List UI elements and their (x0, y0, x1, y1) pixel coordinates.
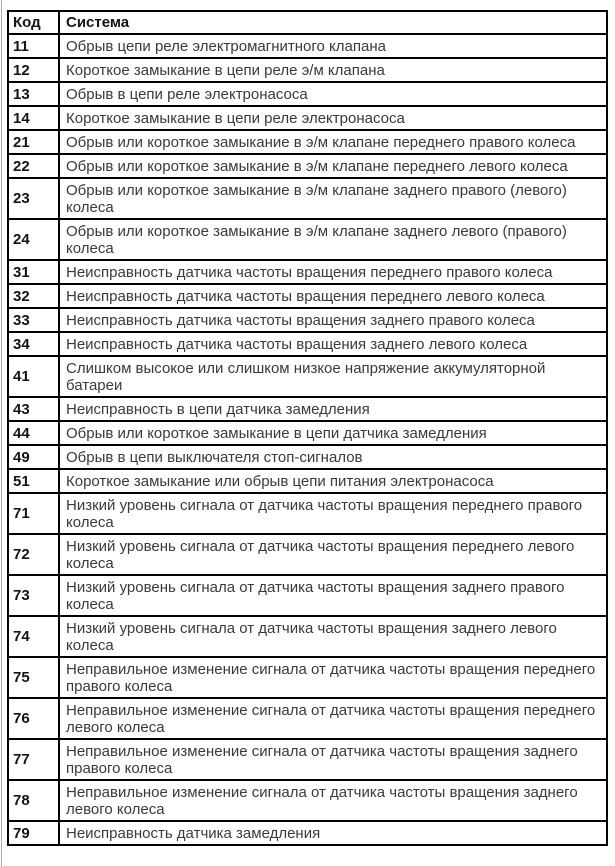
code-cell: 74 (8, 616, 59, 657)
code-cell: 32 (8, 284, 59, 308)
table-row (8, 178, 607, 219)
system-cell: Неисправность датчика частоты вращения заднего правого колеса (59, 308, 607, 332)
code-cell: 75 (8, 657, 59, 698)
table-header (8, 11, 607, 34)
table-row (8, 421, 607, 445)
code-cell: 73 (8, 575, 59, 616)
page-edge-line (1, 0, 2, 866)
code-cell: 14 (8, 106, 59, 130)
system-cell: Низкий уровень сигнала от датчика частоты вращения переднего левого колеса (59, 534, 607, 575)
table-row (8, 469, 607, 493)
code-cell: 71 (8, 493, 59, 534)
table-row (8, 260, 607, 284)
system-cell: Низкий уровень сигнала от датчика частоты вращения переднего правого колеса (59, 493, 607, 534)
table-row (8, 356, 607, 397)
header-row (8, 11, 607, 34)
table-row (8, 154, 607, 178)
table-row (8, 534, 607, 575)
system-cell: Обрыв в цепи выключателя стоп-сигналов (59, 445, 607, 469)
code-cell: 11 (8, 34, 59, 58)
code-cell: 43 (8, 397, 59, 421)
system-cell: Короткое замыкание в цепи реле э/м клапана (59, 58, 607, 82)
system-cell: Неправильное изменение сигнала от датчика частоты вращения заднего правого колеса (59, 739, 607, 780)
code-cell: 77 (8, 739, 59, 780)
system-cell: Низкий уровень сигнала от датчика частоты вращения заднего левого колеса (59, 616, 607, 657)
table-row (8, 657, 607, 698)
code-cell: 79 (8, 821, 59, 845)
table-row (8, 698, 607, 739)
system-cell: Неисправность датчика частоты вращения переднего левого колеса (59, 284, 607, 308)
code-cell: 24 (8, 219, 59, 260)
code-cell: 31 (8, 260, 59, 284)
diagnostic-codes-table (7, 10, 608, 846)
table-row (8, 106, 607, 130)
code-cell: 41 (8, 356, 59, 397)
header-code: Код (8, 11, 59, 34)
code-cell: 49 (8, 445, 59, 469)
header-system: Система (59, 11, 607, 34)
code-cell: 34 (8, 332, 59, 356)
system-cell: Обрыв или короткое замыкание в э/м клапане переднего левого колеса (59, 154, 607, 178)
system-cell: Низкий уровень сигнала от датчика частоты вращения заднего правого колеса (59, 575, 607, 616)
table-row (8, 130, 607, 154)
system-cell: Неисправность датчика частоты вращения заднего левого колеса (59, 332, 607, 356)
table-row (8, 34, 607, 58)
system-cell: Обрыв или короткое замыкание в э/м клапане заднего правого (левого) колеса (59, 178, 607, 219)
code-cell: 44 (8, 421, 59, 445)
system-cell: Слишком высокое или слишком низкое напряжение аккумуляторной батареи (59, 356, 607, 397)
code-cell: 51 (8, 469, 59, 493)
system-cell: Обрыв или короткое замыкание в э/м клапане заднего левого (правого) колеса (59, 219, 607, 260)
table-row (8, 82, 607, 106)
system-cell: Обрыв цепи реле электромагнитного клапана (59, 34, 607, 58)
system-cell: Неисправность в цепи датчика замедления (59, 397, 607, 421)
table-row (8, 284, 607, 308)
code-cell: 21 (8, 130, 59, 154)
code-cell: 76 (8, 698, 59, 739)
system-cell: Неисправность датчика замедления (59, 821, 607, 845)
table-row (8, 739, 607, 780)
table-row (8, 445, 607, 469)
table-row (8, 58, 607, 82)
code-cell: 78 (8, 780, 59, 821)
table-row (8, 780, 607, 821)
table-row (8, 308, 607, 332)
table-row (8, 219, 607, 260)
code-cell: 22 (8, 154, 59, 178)
table-row (8, 616, 607, 657)
code-cell: 12 (8, 58, 59, 82)
table-row (8, 332, 607, 356)
system-cell: Обрыв или короткое замыкание в цепи датчика замедления (59, 421, 607, 445)
system-cell: Короткое замыкание или обрыв цепи питания электронасоса (59, 469, 607, 493)
table-body (8, 34, 607, 845)
system-cell: Короткое замыкание в цепи реле электронасоса (59, 106, 607, 130)
system-cell: Обрыв или короткое замыкание в э/м клапане переднего правого колеса (59, 130, 607, 154)
system-cell: Неисправность датчика частоты вращения переднего правого колеса (59, 260, 607, 284)
table-row (8, 575, 607, 616)
system-cell: Неправильное изменение сигнала от датчика частоты вращения заднего левого колеса (59, 780, 607, 821)
table-row (8, 493, 607, 534)
table-row (8, 821, 607, 845)
code-cell: 72 (8, 534, 59, 575)
code-cell: 33 (8, 308, 59, 332)
code-cell: 23 (8, 178, 59, 219)
system-cell: Обрыв в цепи реле электронасоса (59, 82, 607, 106)
table-row (8, 397, 607, 421)
system-cell: Неправильное изменение сигнала от датчика частоты вращения переднего левого колеса (59, 698, 607, 739)
system-cell: Неправильное изменение сигнала от датчика частоты вращения переднего правого колеса (59, 657, 607, 698)
code-cell: 13 (8, 82, 59, 106)
